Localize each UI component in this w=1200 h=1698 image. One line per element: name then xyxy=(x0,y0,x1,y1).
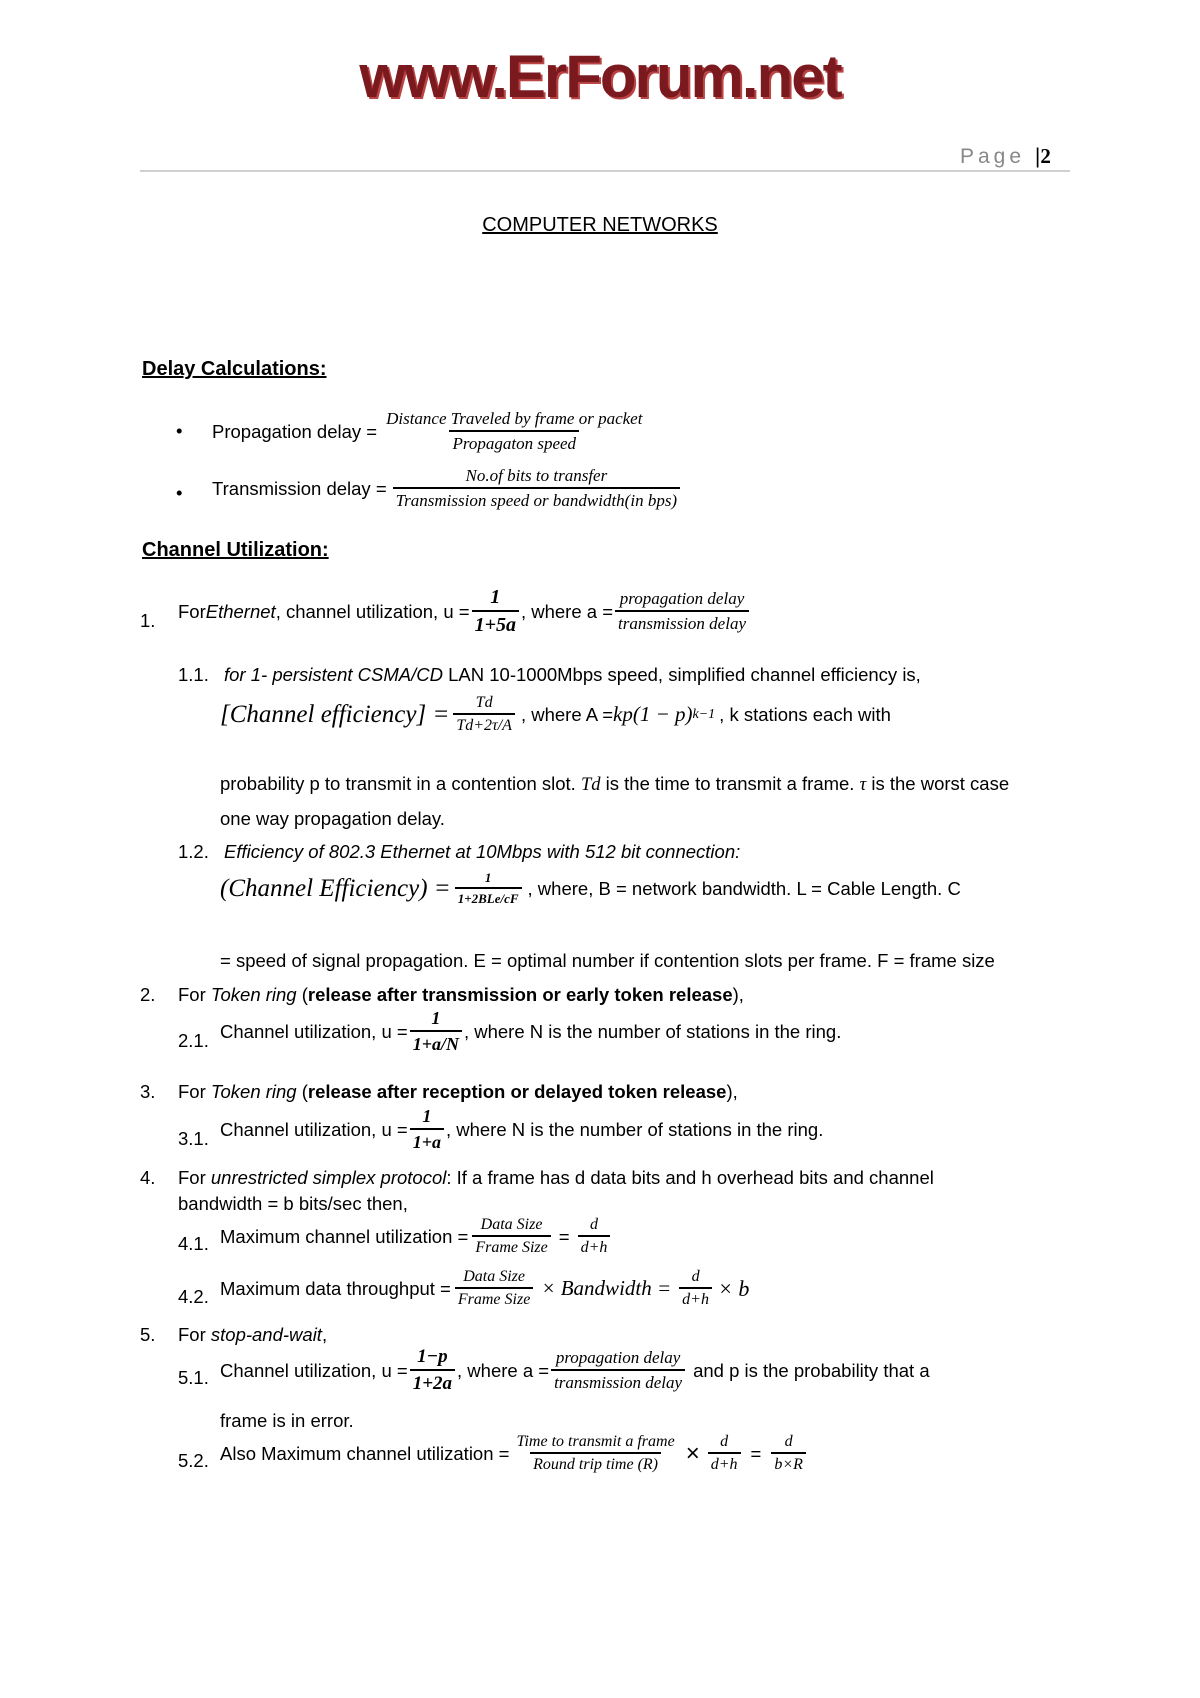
fraction-numerator: d xyxy=(784,1433,793,1450)
fraction-numerator: Data Size xyxy=(480,1216,543,1233)
text: Also Maximum channel utilization = xyxy=(220,1442,510,1464)
text-delayed-release: release after reception or delayed token release xyxy=(307,1081,727,1102)
text: Maximum data throughput = xyxy=(220,1277,451,1299)
document-title: COMPUTER NETWORKS xyxy=(482,214,718,236)
text-ethernet: Ethernet xyxy=(205,600,276,622)
exponent: k−1 xyxy=(692,706,716,722)
text: Channel utilization, u = xyxy=(220,1020,408,1042)
fraction-denominator: Transmission speed or bandwidth(in bps) xyxy=(393,487,680,511)
fraction-denominator: b×R xyxy=(771,1452,806,1474)
d-over-dh-fraction xyxy=(578,1216,611,1257)
formula-lhs: [Channel efficiency] = xyxy=(220,700,450,728)
text-token-ring: Token ring xyxy=(210,1081,297,1102)
item-number: 4. xyxy=(140,1167,156,1188)
fraction-denominator: d+h xyxy=(708,1452,741,1474)
fraction-denominator: Round trip time (R) xyxy=(530,1452,661,1474)
propagation-delay-label: Propagation delay = xyxy=(212,420,378,442)
channel-efficiency-formula xyxy=(220,694,891,735)
equals: = xyxy=(558,1225,570,1247)
data-frame-fraction xyxy=(472,1216,550,1257)
item-number: 1.1. xyxy=(178,664,209,685)
fraction-numerator: Distance Traveled by frame or packet xyxy=(386,409,643,428)
fraction-denominator: d+h xyxy=(679,1287,712,1309)
text: ( xyxy=(296,984,308,1005)
token-ring-delayed-line xyxy=(178,1081,738,1103)
page-number-header xyxy=(960,144,1051,169)
item-number: 5.2. xyxy=(178,1450,209,1471)
section-delay-calculations: Delay Calculations: xyxy=(142,358,327,380)
fraction-denominator: Td+2τ/A xyxy=(453,713,515,735)
stop-and-wait-line2: frame is in error. xyxy=(220,1410,354,1431)
fraction-denominator: 1+a/N xyxy=(410,1030,462,1055)
max-data-throughput xyxy=(220,1268,749,1309)
tau-symbol: τ xyxy=(859,775,867,795)
text: , where N is the number of stations in the ring. xyxy=(463,1020,842,1042)
item-number: 2.1. xyxy=(178,1030,209,1051)
token-ring-early-line xyxy=(178,984,744,1006)
times-b: × b xyxy=(717,1275,750,1301)
page-separator: | xyxy=(1034,145,1041,168)
utilization-fraction xyxy=(410,1106,444,1153)
csma-description-line xyxy=(220,773,1009,796)
times-bandwidth: × Bandwidth = xyxy=(541,1276,672,1300)
fraction-numerator: No.of bits to transfer xyxy=(465,466,608,485)
fraction-denominator: transmission delay xyxy=(615,610,749,634)
d-over-dh-fraction xyxy=(708,1433,741,1474)
text: ( xyxy=(296,1081,308,1102)
utilization-fraction xyxy=(410,1008,462,1055)
times: × xyxy=(685,1439,700,1467)
item-number: 4.2. xyxy=(178,1286,209,1307)
text: probability p to transmit in a contention slot. xyxy=(220,773,576,794)
fraction-numerator: 1−p xyxy=(417,1346,448,1367)
propagation-delay-fraction xyxy=(383,409,645,454)
equals: = xyxy=(750,1442,762,1464)
stop-and-wait-max-utilization xyxy=(220,1433,808,1474)
text: , xyxy=(321,1324,328,1345)
item-number: 5. xyxy=(140,1324,156,1345)
fraction-numerator: Data Size xyxy=(463,1268,525,1285)
token-ring-early-utilization xyxy=(220,1008,841,1055)
fraction-denominator: Frame Size xyxy=(455,1287,533,1309)
page-label: Page xyxy=(960,145,1026,168)
transmission-delay-fraction xyxy=(393,466,680,511)
a-expression: kp(1 − p) xyxy=(613,702,693,726)
text: , channel utilization, u = xyxy=(275,600,470,622)
fraction-denominator: 1+2a xyxy=(410,1369,455,1395)
text: , where, B = network bandwidth. L = Cable Length. C xyxy=(527,877,961,899)
text: : If a frame has d data bits and h overhead bits and channel xyxy=(446,1167,934,1188)
fraction-numerator: propagation delay xyxy=(555,1348,681,1367)
utilization-fraction xyxy=(410,1346,455,1395)
fraction-numerator: d xyxy=(720,1433,729,1450)
max-channel-utilization xyxy=(220,1216,612,1257)
text-csma-cd: for 1- persistent CSMA/CD xyxy=(224,664,443,685)
fraction-denominator: transmission delay xyxy=(551,1369,685,1393)
section-channel-utilization: Channel Utilization: xyxy=(142,539,329,561)
text: ), xyxy=(726,1081,738,1102)
item-number: 5.1. xyxy=(178,1367,209,1388)
text: , k stations each with xyxy=(719,703,891,725)
simplex-protocol-line2: bandwidth = b bits/sec then, xyxy=(178,1193,408,1214)
simplex-protocol-line xyxy=(178,1167,934,1189)
site-logo: www.ErForum.net xyxy=(359,43,841,110)
text: ), xyxy=(732,984,744,1005)
text: Channel utilization, u = xyxy=(220,1118,408,1140)
text: and p is the probability that a xyxy=(693,1359,930,1381)
fraction-denominator: Propagaton speed xyxy=(449,430,579,454)
variables-description-line: = speed of signal propagation. E = optimal number if contention slots per frame. F = frame size xyxy=(220,950,995,971)
fraction-numerator: d xyxy=(691,1268,700,1285)
text: For xyxy=(178,1167,211,1188)
item-number: 1.2. xyxy=(178,841,209,862)
d-over-dh-fraction xyxy=(679,1268,712,1309)
ethernet-802-3-line: Efficiency of 802.3 Ethernet at 10Mbps with 512 bit connection: xyxy=(224,841,741,862)
a-definition-fraction xyxy=(615,589,749,634)
item-number: 3. xyxy=(140,1081,156,1102)
fraction-numerator: Time to transmit a frame xyxy=(516,1433,675,1450)
item-number: 4.1. xyxy=(178,1233,209,1254)
text: , where a = xyxy=(457,1359,550,1381)
text: , where N is the number of stations in the ring. xyxy=(445,1118,824,1140)
bullet-dot: • xyxy=(176,482,183,503)
csma-cd-line xyxy=(224,664,921,686)
text: , where a = xyxy=(520,600,614,622)
fraction-denominator: 1+2BLe/cF xyxy=(455,887,522,907)
item-number: 1. xyxy=(140,610,156,631)
fraction-numerator: Td xyxy=(475,694,493,711)
transmission-delay-formula xyxy=(212,466,682,511)
text: , where A = xyxy=(520,703,614,725)
fraction-numerator: 1 xyxy=(431,1008,441,1028)
ethernet-utilization-line xyxy=(178,586,751,637)
propagation-delay-formula xyxy=(212,409,647,454)
text: Channel utilization, u = xyxy=(220,1359,408,1381)
fraction-numerator: d xyxy=(589,1216,598,1233)
efficiency-fraction xyxy=(455,870,522,907)
fraction-denominator: 1+a xyxy=(410,1128,444,1153)
fraction-numerator: 1 xyxy=(422,1106,432,1126)
fraction-denominator: 1+5a xyxy=(472,610,519,637)
text: For xyxy=(178,1081,211,1102)
fraction-denominator: Frame Size xyxy=(472,1235,550,1257)
td-symbol: Td xyxy=(580,775,601,795)
time-rtt-fraction xyxy=(513,1433,677,1474)
csma-description-line: one way propagation delay. xyxy=(220,808,445,829)
a-definition-fraction xyxy=(551,1348,685,1393)
stop-and-wait-utilization xyxy=(220,1346,930,1395)
text: For xyxy=(178,1324,211,1345)
fraction-numerator: 1 xyxy=(484,870,492,885)
text-simplex: unrestricted simplex protocol xyxy=(210,1167,447,1188)
text: LAN 10-1000Mbps speed, simplified channel efficiency is, xyxy=(442,664,921,685)
fraction-numerator: 1 xyxy=(490,586,501,608)
text: is the time to transmit a frame. xyxy=(605,773,855,794)
transmission-delay-label: Transmission delay = xyxy=(212,477,387,499)
channel-efficiency-802-formula xyxy=(220,870,961,907)
bullet-dot: • xyxy=(176,420,183,441)
efficiency-fraction xyxy=(453,694,515,735)
text: Maximum channel utilization = xyxy=(220,1225,469,1247)
stop-and-wait-line xyxy=(178,1324,327,1346)
token-ring-delayed-utilization xyxy=(220,1106,823,1153)
ethernet-u-fraction xyxy=(472,586,519,637)
text: is the worst case xyxy=(871,773,1010,794)
text: For xyxy=(178,600,206,622)
d-over-br-fraction xyxy=(771,1433,806,1474)
text-early-release: release after transmission or early token release xyxy=(307,984,733,1005)
fraction-numerator: propagation delay xyxy=(619,589,745,608)
text-stop-and-wait: stop-and-wait xyxy=(210,1324,322,1345)
text: For xyxy=(178,984,211,1005)
item-number: 2. xyxy=(140,984,156,1005)
item-number: 3.1. xyxy=(178,1128,209,1149)
data-frame-fraction xyxy=(455,1268,533,1309)
text-token-ring: Token ring xyxy=(210,984,297,1005)
formula-lhs: (Channel Efficiency) = xyxy=(220,874,451,902)
header-rule xyxy=(140,170,1070,172)
fraction-denominator: d+h xyxy=(578,1235,611,1257)
page-number: 2 xyxy=(1040,144,1051,168)
